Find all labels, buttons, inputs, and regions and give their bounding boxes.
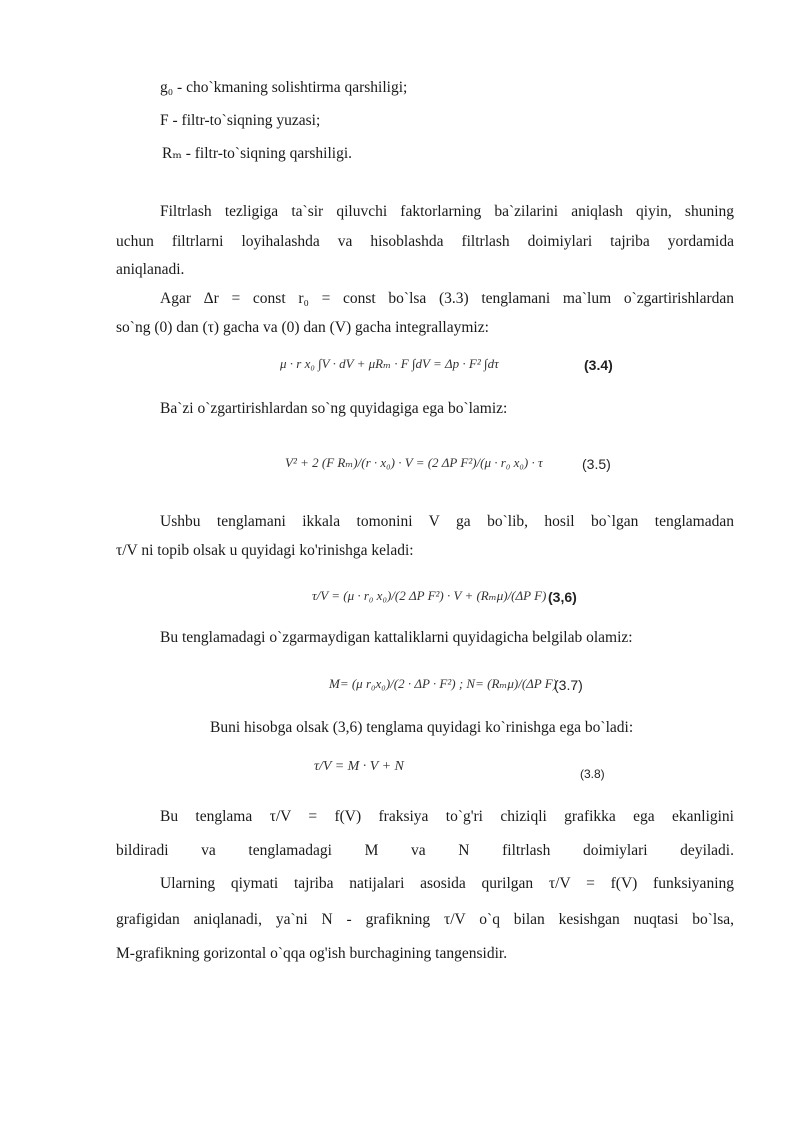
paragraph-8-line-3: M-grafikning gorizontal o`qqa og'ish burchagining tangensidir. — [116, 945, 508, 962]
paragraph-7-line-2: bildiradi va tenglamadagi M va N filtrlash doimiylari deyiladi. — [116, 842, 734, 859]
paragraph-2-line-2: so`ng (0) dan (τ) gacha va (0) dan (V) gacha integrallaymiz: — [116, 319, 489, 336]
paragraph-6: Buni hisobga olsak (3,6) tenglama quyidagi ko`rinishga ega bo`ladi: — [210, 719, 634, 736]
equation-3-5-number: (3.5) — [582, 456, 611, 472]
paragraph-5: Bu tenglamadagi o`zgarmaydigan kattaliklarni quyidagicha belgilab olamiz: — [160, 629, 633, 646]
paragraph-1-line-1: Filtrlash tezligiga ta`sir qiluvchi faktorlarning ba`zilarini aniqlash qiyin, shuning — [160, 203, 734, 220]
equation-3-4: μ · r x₀ ∫V · dV + μRₘ · F ∫dV = Δp · F² ∫dτ — [280, 356, 499, 371]
equation-3-7-number: (3.7) — [554, 677, 583, 693]
paragraph-8-line-1: Ularning qiymati tajriba natijalari asosida qurilgan τ/V = f(V) funksiyaning — [160, 875, 734, 892]
paragraph-8-line-2: grafigidan aniqlanadi, ya`ni N - grafikning τ/V o`q bilan kesishgan nuqtasi bo`lsa, — [116, 911, 734, 928]
definition-rm: Rₘ - filtr-to`siqning qarshiligi. — [162, 145, 353, 162]
paragraph-7-line-1: Bu tenglama τ/V = f(V) fraksiya to`g'ri chiziqli grafikka ega ekanligini — [160, 808, 734, 825]
paragraph-1-line-3: aniqlanadi. — [116, 261, 185, 278]
definition-f: F - filtr-to`siqning yuzasi; — [160, 112, 321, 129]
paragraph-1-line-2: uchun filtrlarni loyihalashda va hisoblashda filtrlash doimiylari tajriba yordamida — [116, 233, 734, 250]
equation-3-7: M= (μ r₀x₀)/(2 · ΔP · F²) ; N= (Rₘμ)/(ΔP F) — [329, 676, 558, 691]
paragraph-4-line-1: Ushbu tenglamani ikkala tomonini V ga bo`lib, hosil bo`lgan tenglamadan — [160, 513, 734, 530]
equation-3-5: V² + 2 (F Rₘ)/(r · x₀) · V = (2 ΔP F²)/(μ · r₀ x₀) · τ — [285, 455, 543, 470]
equation-3-6: τ/V = (μ · r₀ x₀)/(2 ΔP F²) · V + (Rₘμ)/(ΔP F) — [312, 588, 547, 603]
paragraph-2-line-1: Agar Δr = const r₀ = const bo`lsa (3.3) tenglamani ma`lum o`zgartirishlardan — [160, 290, 734, 307]
equation-3-6-number: (3,6) — [548, 589, 577, 605]
equation-3-8: τ/V = M · V + N — [314, 759, 404, 774]
paragraph-4-line-2: τ/V ni topib olsak u quyidagi ko'rinishga keladi: — [116, 542, 414, 559]
paragraph-3: Ba`zi o`zgartirishlardan so`ng quyidagiga ega bo`lamiz: — [160, 400, 508, 417]
equation-3-8-number: (3.8) — [580, 767, 605, 781]
definition-g0: g₀ - cho`kmaning solishtirma qarshiligi; — [160, 79, 408, 96]
equation-3-4-number: (3.4) — [584, 357, 613, 373]
